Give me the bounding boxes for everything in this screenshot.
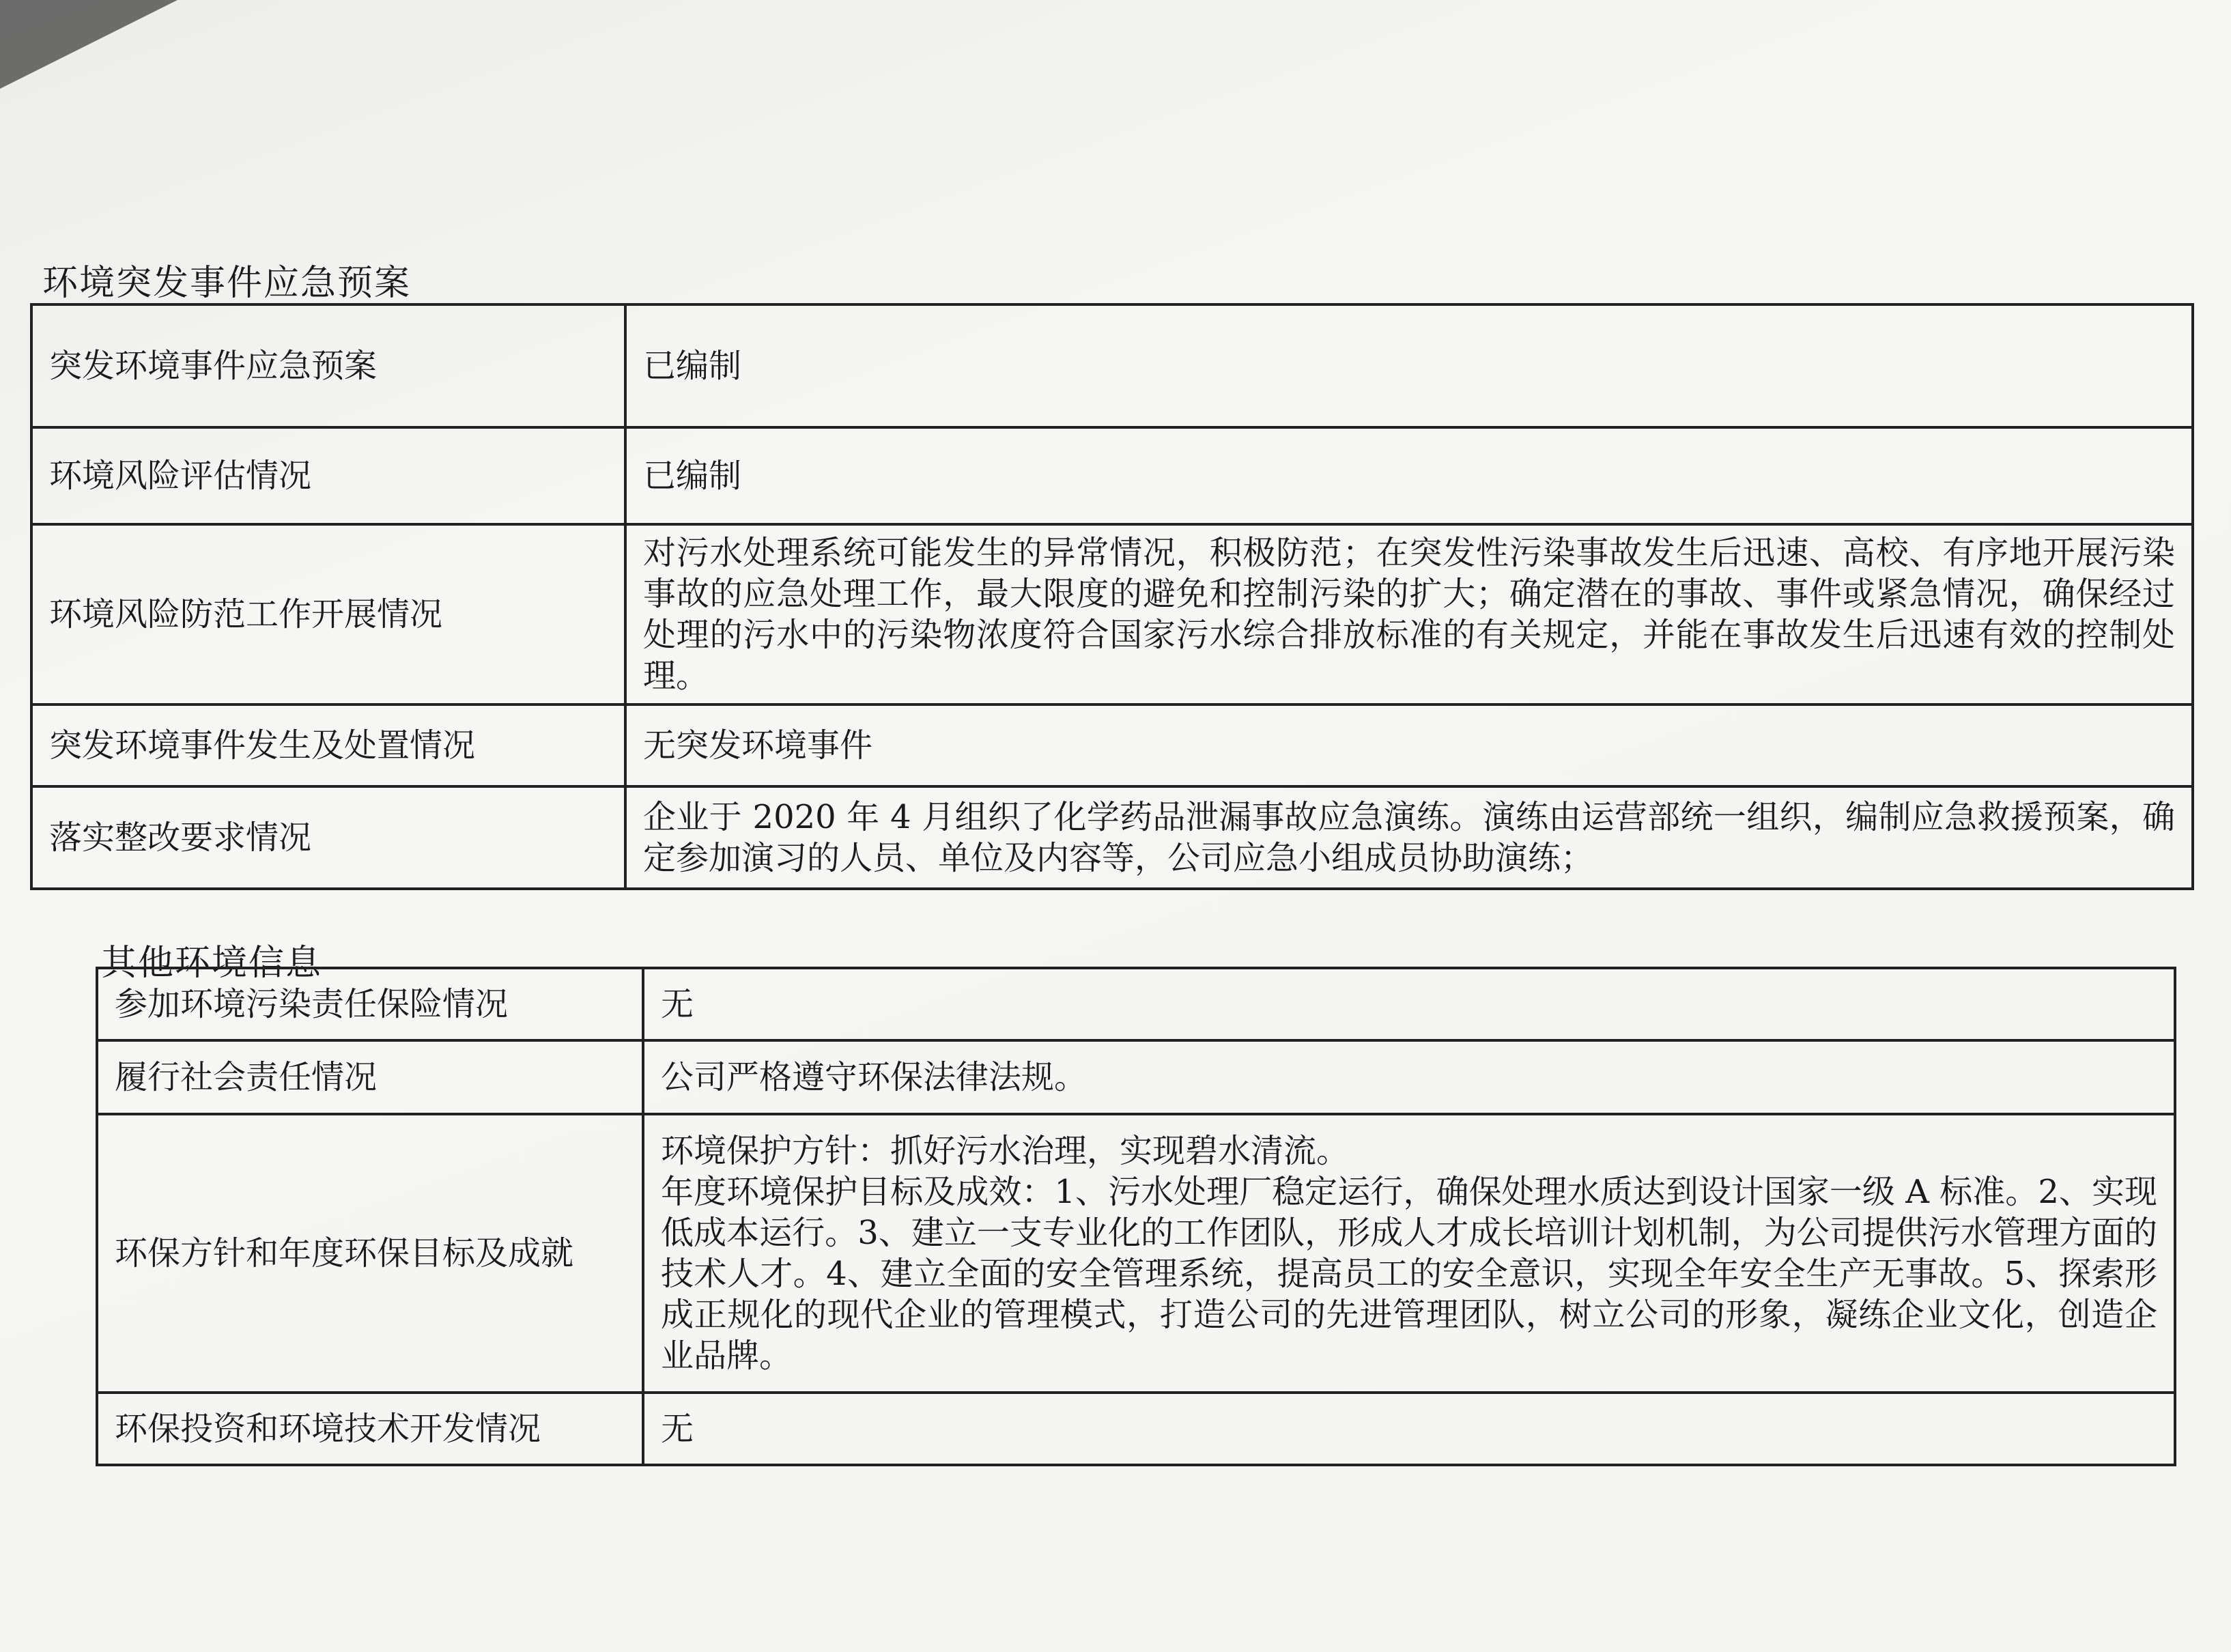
row-label: 环保方针和年度环保目标及成就 <box>97 1114 643 1393</box>
row-label: 参加环境污染责任保险情况 <box>97 968 643 1040</box>
row-label: 突发环境事件发生及处置情况 <box>31 704 625 786</box>
table-row <box>97 1040 2175 1114</box>
table-row <box>97 1114 2175 1393</box>
table-row <box>31 524 2193 704</box>
row-label: 突发环境事件应急预案 <box>31 304 625 427</box>
annual-goals-text: 年度环境保护目标及成效：1、污水处理厂稳定运行，确保处理水质达到设计国家一级 A 标准。2、实现低成本运行。3、建立一支专业化的工作团队，形成人才成长培训计划机制，为公司提供污水管理方面的技术人才。4、建立全面的安全管理系统，提高员工的安全意识，实现全年安全生产无事故。5、探索形成正规化的现代企业的管理模式，打造公司的先进管理团队，树立公司的形象，凝练企业文化，创造企业品牌。 <box>661 1173 2157 1375</box>
row-value: 无 <box>643 968 2175 1040</box>
row-label: 环保投资和环境技术开发情况 <box>97 1393 643 1465</box>
section-title-emergency-plan: 环境突发事件应急预案 <box>42 263 412 304</box>
row-value: 无 <box>643 1393 2175 1465</box>
table-row <box>31 427 2193 524</box>
row-label: 环境风险评估情况 <box>31 427 625 524</box>
policy-text: 环境保护方针：抓好污水治理，实现碧水清流。 <box>661 1132 1350 1170</box>
table-row <box>97 968 2175 1040</box>
row-value <box>643 1114 2175 1393</box>
table-row <box>31 704 2193 786</box>
table-row <box>31 786 2193 889</box>
row-value: 已编制 <box>625 427 2193 524</box>
row-value: 企业于 2020 年 4 月组织了化学药品泄漏事故应急演练。演练由运营部统一组织，编制应急救援预案，确定参加演习的人员、单位及内容等，公司应急小组成员协助演练； <box>625 786 2193 889</box>
page-corner-shadow <box>0 0 177 89</box>
other-environment-info-table <box>96 967 2176 1466</box>
row-label: 落实整改要求情况 <box>31 786 625 889</box>
row-value: 已编制 <box>625 304 2193 427</box>
table-row <box>31 304 2193 427</box>
table-row <box>97 1393 2175 1465</box>
emergency-plan-table <box>30 303 2194 890</box>
row-value: 对污水处理系统可能发生的异常情况，积极防范；在突发性污染事故发生后迅速、高校、有序地开展污染事故的应急处理工作，最大限度的避免和控制污染的扩大；确定潜在的事故、事件或紧急情况，确保经过处理的污水中的污染物浓度符合国家污水综合排放标准的有关规定，并能在事故发生后迅速有效的控制处理。 <box>625 524 2193 704</box>
row-value: 无突发环境事件 <box>625 704 2193 786</box>
row-value: 公司严格遵守环保法律法规。 <box>643 1040 2175 1114</box>
section-title-other-info: 其他环境信息 <box>101 943 323 984</box>
row-label: 环境风险防范工作开展情况 <box>31 524 625 704</box>
row-label: 履行社会责任情况 <box>97 1040 643 1114</box>
